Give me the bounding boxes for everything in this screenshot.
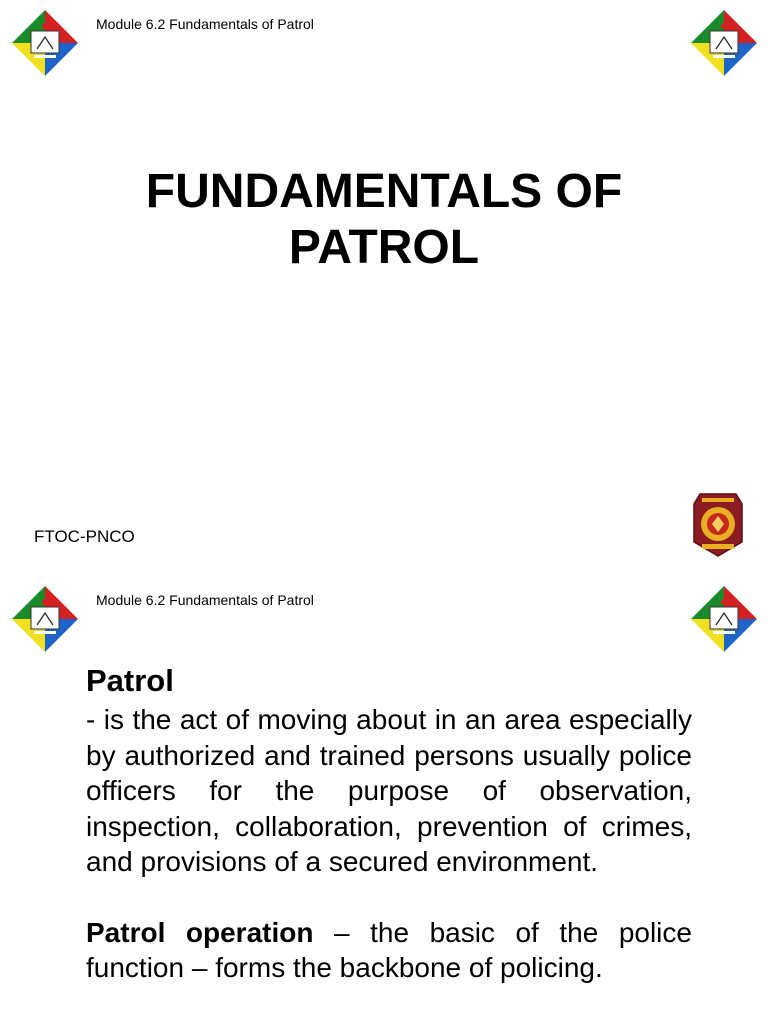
- patrol-operation-paragraph: [86, 915, 692, 986]
- title-line-2: PATROL: [288, 221, 480, 274]
- pnp-seal-icon: [692, 490, 744, 558]
- slide-patrol: [0, 576, 768, 1024]
- term-definition: – the basic of the police function – forms the backbone of policing.: [86, 916, 692, 983]
- footer-label: FTOC-PNCO: [34, 527, 135, 546]
- title-line-1: FUNDAMENTALS OF: [145, 165, 623, 218]
- patrol-definition: - is the act of moving about in an area especially by authorized and trained persons usually police officers for the purpose of observation, inspection, collaboration, prevention of crimes, and provisions of a secured environment.: [86, 704, 692, 877]
- emblem-left-icon: [11, 585, 79, 653]
- term-label: Patrol operation: [86, 916, 314, 948]
- section-heading: Patrol: [86, 663, 174, 698]
- slide-title-text: [0, 164, 768, 276]
- emblem-left-icon: [11, 9, 79, 77]
- module-header: Module 6.2 Fundamentals of Patrol: [96, 592, 314, 608]
- emblem-right-icon: [690, 585, 758, 653]
- slide-body: [86, 662, 692, 986]
- emblem-right-icon: [690, 9, 758, 77]
- module-header: Module 6.2 Fundamentals of Patrol: [96, 16, 314, 32]
